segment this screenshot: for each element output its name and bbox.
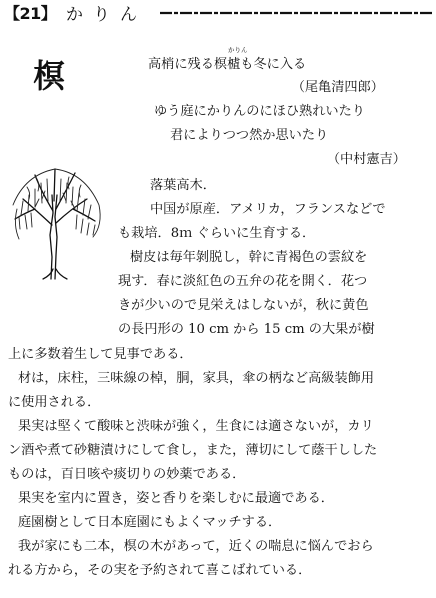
body-line: 材は，床柱，三味線の棹，胴，家具，傘の柄など高級装飾用 — [18, 371, 375, 386]
body-line: に使用される． — [8, 395, 101, 410]
section-title: かりん — [66, 5, 147, 25]
header-dash-rule — [160, 2, 432, 22]
body-line: 果実を室内に置き，姿と香りを楽しむに最適である． — [18, 491, 334, 506]
furigana-ruby: かりん — [228, 46, 248, 54]
haiku-author-2: （中村憲吉） — [326, 152, 406, 167]
plant-kanji: 榠 — [33, 57, 66, 95]
haiku-author-1: （尾亀清四郎） — [291, 80, 384, 95]
quince-tree-illustration — [5, 165, 105, 280]
body-line: 庭園樹として日本庭園にもよくマッチする． — [18, 515, 282, 530]
haiku-line-3: 君によりつつ然か思いたり — [170, 128, 329, 143]
section-header — [4, 0, 432, 26]
body-line: れる方から，その実を予約されて喜こばれている． — [8, 563, 312, 578]
haiku-line-2: ゆう庭にかりんのにほひ熟れいたり — [154, 104, 365, 119]
section-number: 【21】 — [4, 4, 57, 23]
body-line: の長円形の 10 cm から 15 cm の大果が樹 — [118, 322, 375, 337]
body-line: 上に多数着生して見事である． — [8, 347, 193, 362]
body-line: 我が家にも二本，榠の木があって，近くの喘息に悩んでおら — [18, 539, 374, 554]
body-line: 樹皮は毎年剝脱し，幹に青褐色の雲紋を — [130, 250, 368, 265]
body-line: ものは，百日咳や痰切りの妙薬である． — [8, 467, 246, 482]
body-line: 現す．春に淡紅色の五弁の花を開く．花つ — [118, 274, 368, 289]
haiku-line-1: 高梢に残る榠樝も冬に入る — [148, 57, 307, 72]
body-line: ン酒や煮て砂糖漬けにして食し，また，薄切にして蔭干しした — [8, 443, 378, 458]
body-line: きが少いので見栄えはしないが，秋に黄色 — [118, 298, 369, 313]
body-line: 中国が原産．アメリカ，フランスなどで — [150, 202, 386, 217]
body-line: も栽培．8ｍ ぐらいに生育する． — [118, 226, 316, 241]
body-line: 果実は堅くて酸味と渋味が強く，生食には適さないが，カリ — [18, 419, 374, 434]
body-line: 落葉高木． — [150, 178, 216, 193]
